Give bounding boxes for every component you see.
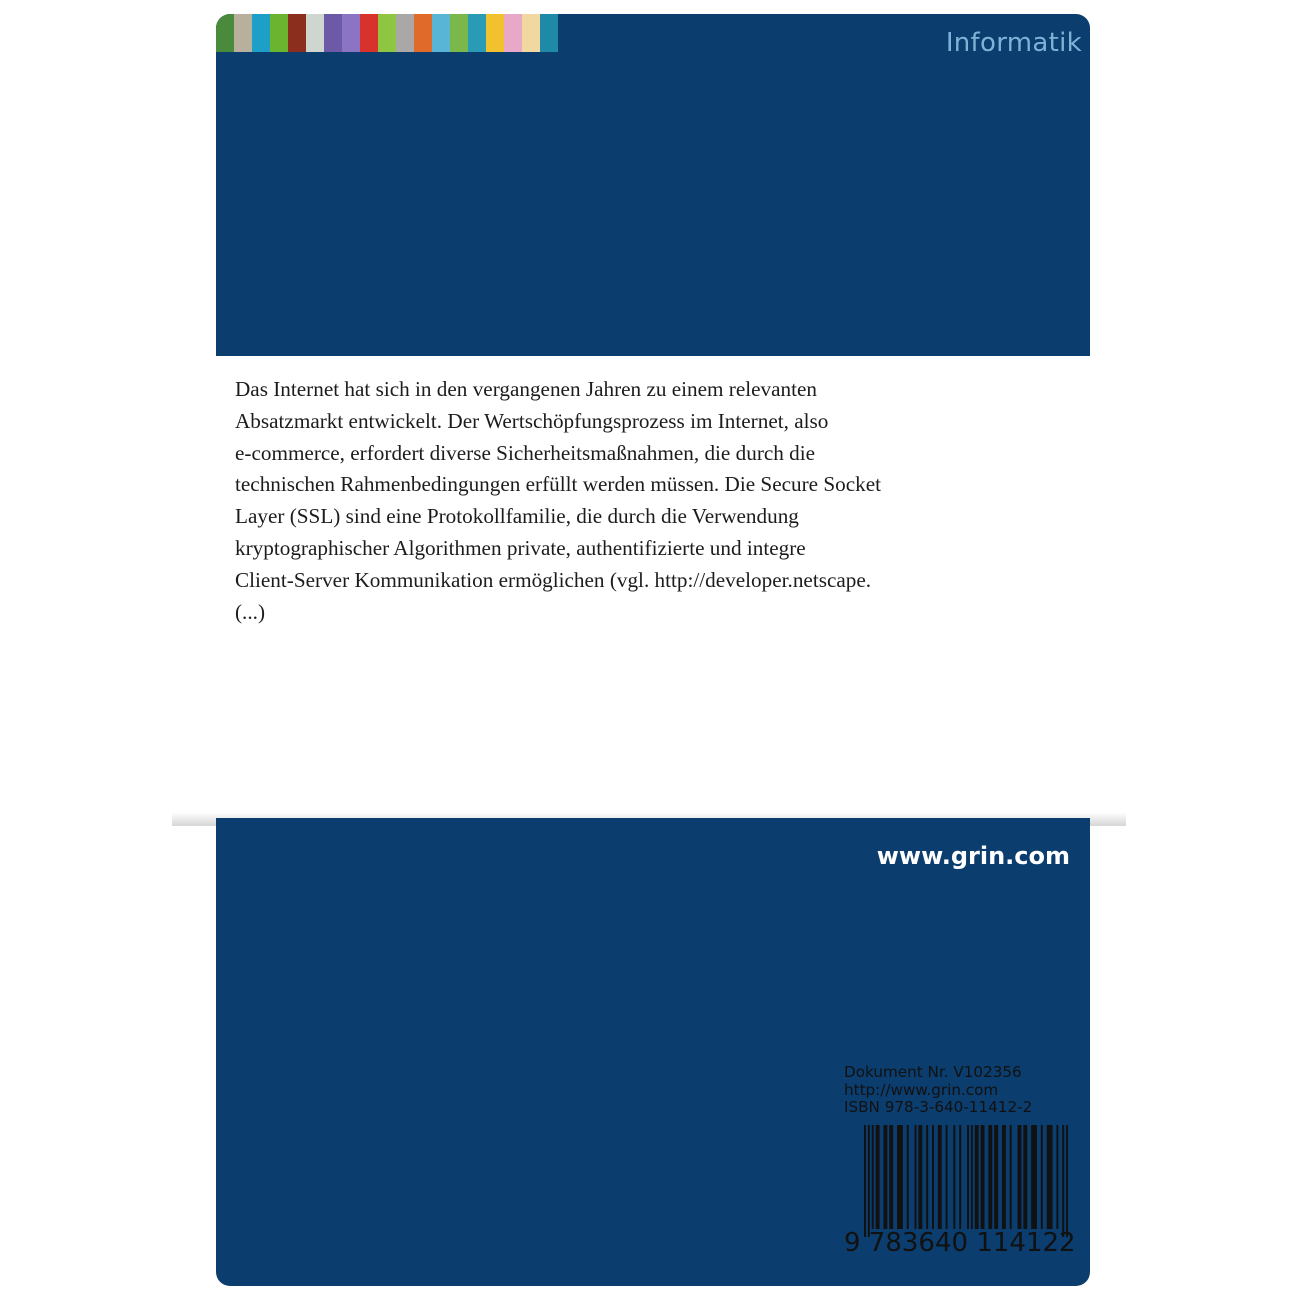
barcode-bar [926,1125,928,1229]
blurb-line: e-commerce, erfordert diverse Sicherheitsmaßnahmen, die durch die [235,440,816,465]
color-stripe [522,14,540,52]
publisher-url: http://www.grin.com [844,1080,999,1099]
barcode-bar [1056,1125,1058,1229]
color-stripe [468,14,486,52]
bottom-cover-panel [216,818,1090,1286]
color-stripe [414,14,432,52]
publisher-website: www.grin.com [876,842,1070,870]
barcode-bar [883,1125,887,1229]
color-stripe [378,14,396,52]
barcode-bar [897,1125,903,1229]
barcode-bar [918,1125,922,1229]
barcode-bar [1023,1125,1027,1229]
blurb-line: Client-Server Kommunikation ermöglichen (vgl. http://developer.netscape. [235,567,872,592]
color-stripe [324,14,342,52]
color-stripe [486,14,504,52]
barcode-bar [1018,1125,1022,1229]
barcode-bar [994,1125,998,1229]
color-stripe [288,14,306,52]
color-stripe [306,14,324,52]
barcode-graphic [864,1125,1070,1237]
blurb-text [235,374,955,628]
barcode-bar [975,1125,979,1229]
barcode-bar [876,1125,880,1229]
blurb-line: kryptographischer Algorithmen private, authentifizierte und integre [235,535,806,560]
barcode-bar [946,1125,948,1229]
color-stripe [252,14,270,52]
color-stripe [270,14,288,52]
blurb-line: technischen Rahmenbedingungen erfüllt werden müssen. Die Secure Socket [235,472,882,497]
blurb-line: Das Internet hat sich in den vergangenen Jahren zu einem relevanten [235,377,818,401]
barcode-bar [1062,1125,1064,1237]
barcode-bar [868,1125,870,1237]
barcode-bar [938,1125,942,1229]
barcode-bar [1047,1125,1053,1229]
color-stripe-bar [216,14,558,52]
isbn-barcode-block [844,1064,1078,1270]
color-stripe [540,14,558,52]
barcode-bar [988,1125,992,1229]
barcode-bar [915,1125,917,1229]
color-stripe [216,14,234,52]
barcode-bar [889,1125,893,1229]
color-stripe [396,14,414,52]
color-stripe [234,14,252,52]
barcode-bar [907,1125,909,1229]
barcode-bar [967,1125,969,1229]
barcode-bar [932,1125,934,1229]
color-stripe [450,14,468,52]
top-cover-panel [216,14,1090,356]
barcode-bar [864,1125,866,1237]
barcode-bar [1066,1125,1068,1237]
color-stripe [432,14,450,52]
blurb-line: Layer (SSL) sind eine Protokollfamilie, die durch die Verwendung [235,504,799,529]
color-stripe [342,14,360,52]
color-stripe [360,14,378,52]
category-label: Informatik [945,28,1082,58]
color-stripe [504,14,522,52]
blurb-line: Absatzmarkt entwickelt. Der Wertschöpfungsprozess im Internet, also [235,408,829,433]
barcode-bar [1041,1125,1043,1229]
barcode-bar [971,1125,973,1229]
isbn-number: ISBN 978-3-640-11412-2 [844,1098,1033,1116]
barcode-bar [872,1125,874,1229]
barcode-bar [953,1125,955,1229]
blurb-line: (...) [235,599,266,624]
barcode-bar [1002,1125,1006,1229]
barcode-bar [959,1125,961,1229]
barcode-bar [1010,1125,1012,1229]
barcode-bar [1031,1125,1037,1229]
document-number: Dokument Nr. V102356 [844,1063,1022,1081]
barcode-digits: 9 783640 114122 [844,1228,1076,1258]
barcode-bar [981,1125,985,1229]
